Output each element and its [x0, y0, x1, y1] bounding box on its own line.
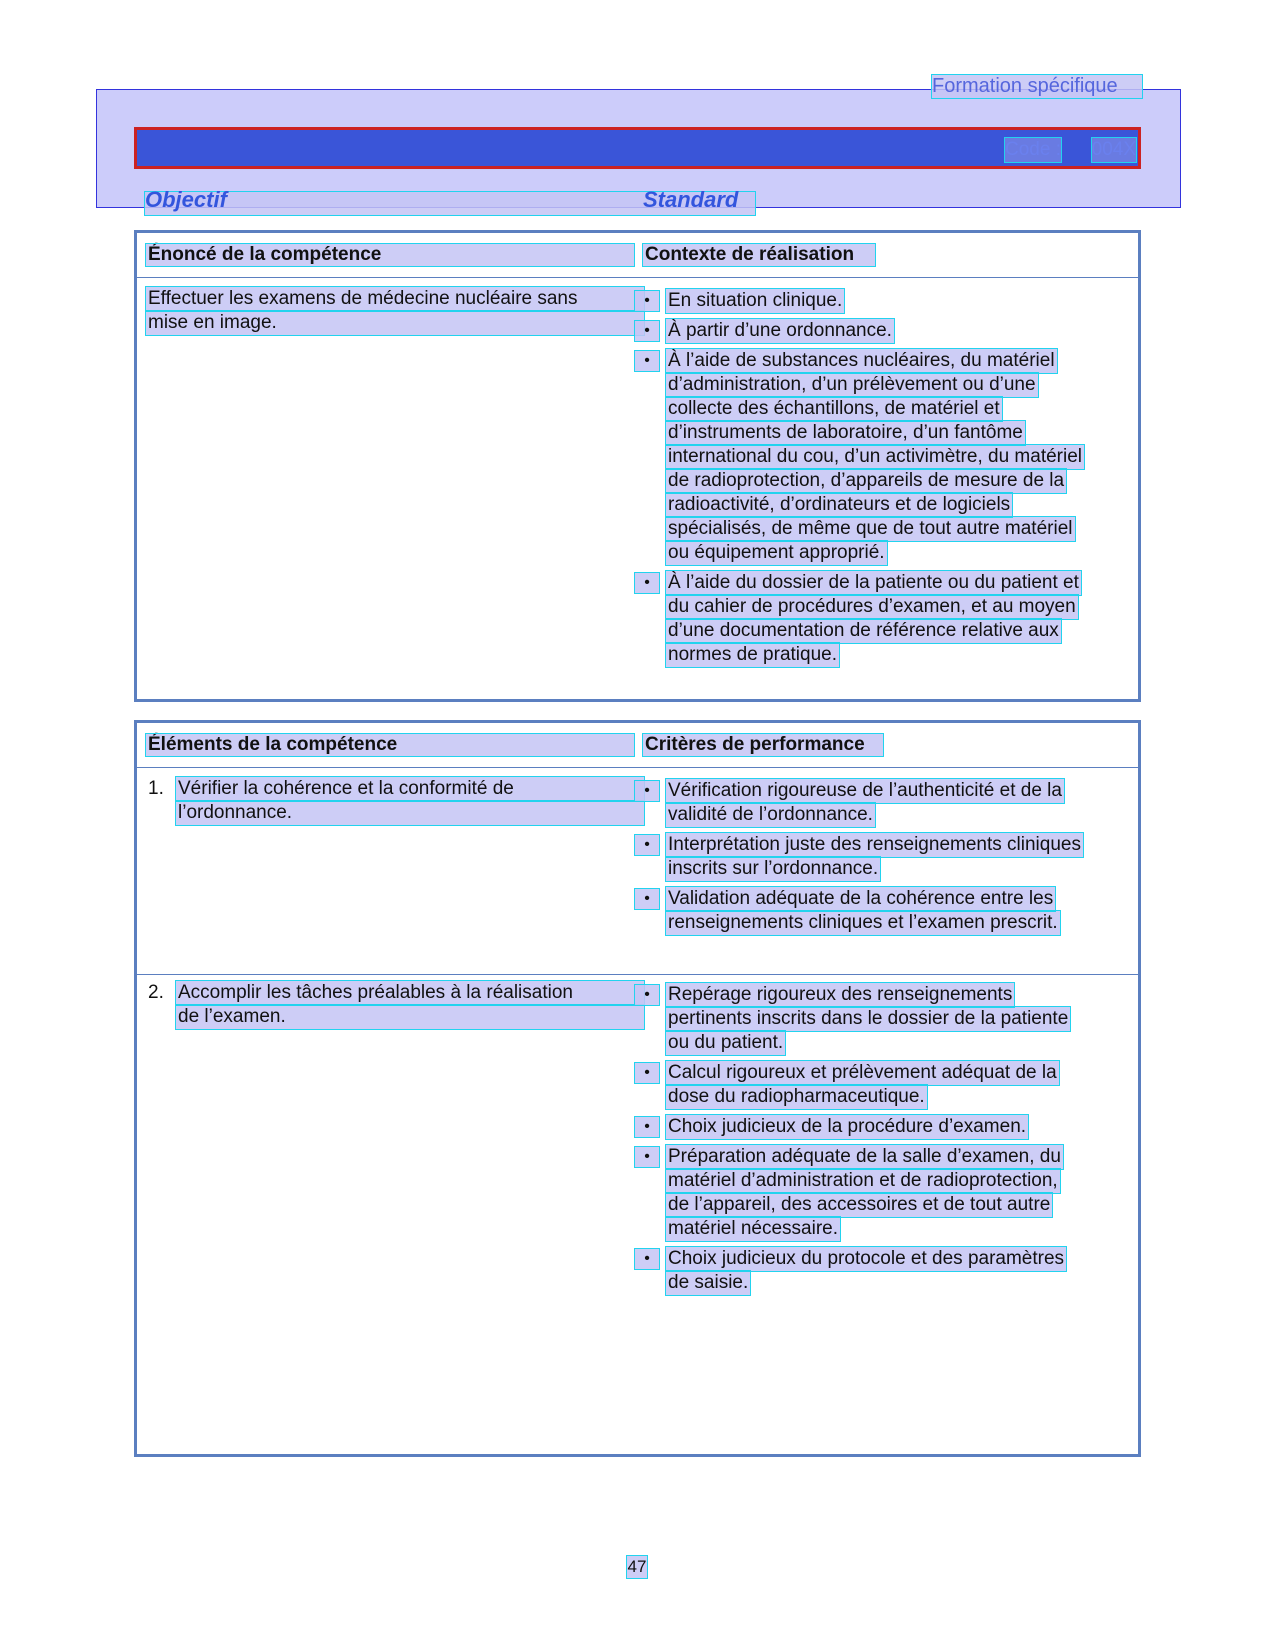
bullet-line: inscrits sur l’ordonnance.	[668, 858, 879, 879]
bullet-item	[637, 779, 1127, 827]
bullet-glyph: •	[635, 291, 659, 311]
element-line: Accomplir les tâches préalables à la réalisation	[176, 981, 644, 1005]
criteria-list	[637, 983, 1127, 1301]
bullet-line: matériel nécessaire.	[668, 1218, 839, 1239]
objective-heading: Objectif	[145, 187, 227, 212]
bullet-text	[666, 1115, 1127, 1139]
bullet-line: En situation clinique.	[668, 290, 843, 311]
bullet-line: normes de pratique.	[668, 644, 837, 665]
bullet-item	[637, 1115, 1127, 1139]
bullet-line: Vérification rigoureuse de l’authenticité et de la	[668, 780, 1062, 801]
competence-statement	[146, 287, 644, 335]
bullet-line: À partir d’une ordonnance.	[668, 320, 892, 341]
bullet-item	[637, 983, 1127, 1055]
standard-heading: Standard	[643, 187, 739, 212]
context-list	[637, 289, 1127, 673]
bullet-glyph: •	[635, 321, 659, 341]
bullet-line: pertinents inscrits dans le dossier de la patiente	[668, 1008, 1069, 1029]
bullet-line: validité de l’ordonnance.	[668, 804, 873, 825]
element-line: de l’examen.	[176, 1005, 644, 1029]
bullet-glyph: •	[635, 889, 659, 909]
bullet-item	[637, 1145, 1127, 1241]
criteria-heading: Critères de performance	[643, 734, 883, 756]
bullet-line: ou du patient.	[668, 1032, 784, 1053]
bullet-glyph: •	[635, 985, 659, 1005]
bullet-item	[637, 349, 1127, 565]
bullet-glyph: •	[635, 1117, 659, 1137]
bullet-line: À l’aide du dossier de la patiente ou du patient et	[668, 572, 1079, 593]
elements-card	[134, 720, 1141, 1457]
bullet-line: Choix judicieux de la procédure d’examen.	[668, 1116, 1027, 1137]
bullet-line: ou équipement approprié.	[668, 542, 885, 563]
bullet-glyph: •	[635, 351, 659, 371]
bullet-glyph: •	[635, 781, 659, 801]
bullet-line: Calcul rigoureux et prélèvement adéquat de la	[668, 1062, 1057, 1083]
bullet-line: Interprétation juste des renseignements cliniques	[668, 834, 1081, 855]
competence-card	[134, 230, 1141, 702]
bullet-glyph: •	[635, 835, 659, 855]
bullet-line: radioactivité, d’ordinateurs et de logiciels	[668, 494, 1011, 515]
statement-line: mise en image.	[146, 311, 644, 335]
competence-card-header	[137, 233, 1138, 278]
code-value: 004X	[1091, 139, 1136, 160]
bullet-line: Préparation adéquate de la salle d’examen, du	[668, 1146, 1061, 1167]
element-text	[176, 777, 644, 825]
row-separator	[137, 974, 1138, 975]
bullet-glyph: •	[635, 1063, 659, 1083]
context-heading: Contexte de réalisation	[643, 244, 875, 266]
bullet-item	[637, 319, 1127, 343]
code-label: Code :	[1005, 139, 1061, 160]
bullet-line: dose du radiopharmaceutique.	[668, 1086, 925, 1107]
bullet-item	[637, 887, 1127, 935]
bullet-line: d’administration, d’un prélèvement ou d’une	[668, 374, 1036, 395]
competence-statement-heading: Énoncé de la compétence	[146, 244, 634, 266]
bullet-glyph: •	[635, 1249, 659, 1269]
bullet-text	[666, 1145, 1127, 1241]
bullet-item	[637, 289, 1127, 313]
bullet-text	[666, 349, 1127, 565]
bullet-line: spécialisés, de même que de tout autre matériel	[668, 518, 1073, 539]
bullet-line: Choix judicieux du protocole et des paramètres	[668, 1248, 1065, 1269]
statement-line: Effectuer les examens de médecine nucléaire sans	[146, 287, 644, 311]
bullet-item	[637, 833, 1127, 881]
code-bar	[134, 127, 1141, 169]
elements-card-header	[137, 723, 1138, 768]
code-label-group	[1005, 138, 1136, 162]
bullet-line: de radioprotection, d’appareils de mesure de la	[668, 470, 1065, 491]
bullet-text	[666, 887, 1127, 935]
bullet-item	[637, 571, 1127, 667]
bullet-line: de saisie.	[668, 1272, 749, 1293]
bullet-text	[666, 571, 1127, 667]
bullet-line: Validation adéquate de la cohérence entre les	[668, 888, 1054, 909]
element-number: 1.	[148, 778, 164, 799]
bullet-glyph: •	[635, 573, 659, 593]
bullet-text	[666, 1061, 1127, 1109]
bullet-line: À l’aide de substances nucléaires, du matériel	[668, 350, 1055, 371]
bullet-item	[637, 1061, 1127, 1109]
element-line: Vérifier la cohérence et la conformité de	[176, 777, 644, 801]
bullet-text	[666, 1247, 1127, 1295]
bullet-text	[666, 289, 1127, 313]
bullet-item	[637, 1247, 1127, 1295]
bullet-text	[666, 833, 1127, 881]
criteria-list	[637, 779, 1127, 941]
bullet-text	[666, 779, 1127, 827]
bullet-glyph: •	[635, 1147, 659, 1167]
bullet-text	[666, 319, 1127, 343]
bullet-line: de l’appareil, des accessoires et de tout autre	[668, 1194, 1051, 1215]
element-number: 2.	[148, 982, 164, 1003]
bullet-line: renseignements cliniques et l’examen prescrit.	[668, 912, 1058, 933]
bullet-line: d’instruments de laboratoire, d’un fantôme	[668, 422, 1023, 443]
page-number: 47	[627, 1557, 647, 1576]
bullet-line: collecte des échantillons, de matériel et	[668, 398, 1000, 419]
bullet-line: matériel d’administration et de radioprotection,	[668, 1170, 1058, 1191]
bullet-line: international du cou, d’un activimètre, du matériel	[668, 446, 1083, 467]
section-label: Formation spécifique	[932, 75, 1142, 98]
bullet-line: Repérage rigoureux des renseignements	[668, 984, 1013, 1005]
element-text	[176, 981, 644, 1029]
element-line: l’ordonnance.	[176, 801, 644, 825]
bullet-line: du cahier de procédures d’examen, et au moyen	[668, 596, 1076, 617]
bullet-line: d’une documentation de référence relative aux	[668, 620, 1059, 641]
bullet-text	[666, 983, 1127, 1055]
elements-heading: Éléments de la compétence	[146, 734, 634, 756]
